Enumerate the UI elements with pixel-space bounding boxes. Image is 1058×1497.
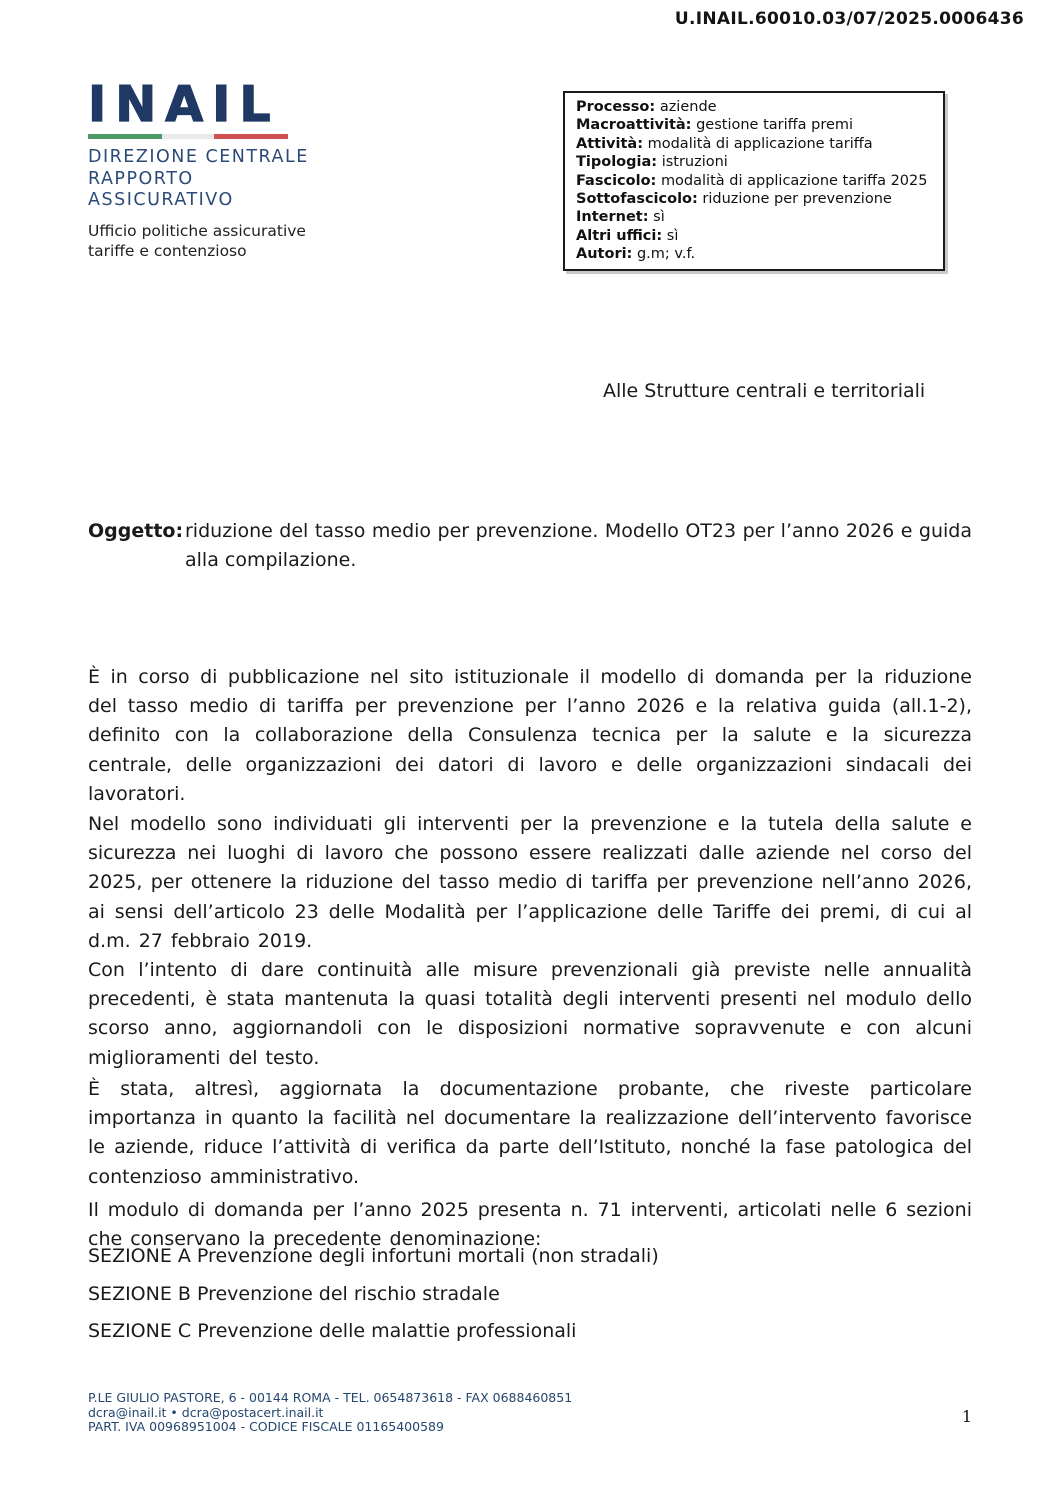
- subject-text: riduzione del tasso medio per prevenzione. Modello OT23 per l’anno 2026 e guida alla compilazione.: [185, 520, 972, 571]
- metadata-value: modalità di applicazione tariffa 2025: [660, 172, 928, 189]
- division-line: RAPPORTO: [88, 168, 194, 189]
- metadata-value: sì: [653, 209, 665, 226]
- metadata-row: [576, 208, 932, 226]
- metadata-label: Autori:: [576, 246, 633, 263]
- metadata-box: [563, 91, 945, 271]
- metadata-value: gestione tariffa premi: [696, 117, 854, 134]
- metadata-value: riduzione per prevenzione: [702, 191, 892, 208]
- division-line: ASSICURATIVO: [88, 190, 234, 210]
- metadata-label: Sottofascicolo:: [576, 191, 698, 208]
- flag-white-segment: [162, 134, 214, 139]
- inail-wordmark: INAIL: [88, 76, 280, 133]
- metadata-label: Attività:: [576, 135, 643, 152]
- metadata-value: sì: [666, 227, 679, 244]
- footer-vat: PART. IVA 00968951004 - CODICE FISCALE 01165400589: [88, 1419, 444, 1435]
- metadata-row: [576, 172, 932, 190]
- footer-email: dcra@inail.it • dcra@postacert.inail.it: [88, 1404, 324, 1420]
- office-line: Ufficio politiche assicurative: [88, 221, 306, 240]
- metadata-label: Altri uffici:: [576, 227, 663, 244]
- metadata-value: modalità di applicazione tariffa: [647, 135, 873, 152]
- office-line: tariffe e contenzioso: [88, 241, 247, 260]
- section-item: SEZIONE B Prevenzione del rischio stradale: [88, 1283, 500, 1305]
- metadata-label: Internet:: [576, 209, 649, 226]
- section-item: SEZIONE A Prevenzione degli infortuni mortali (non stradali): [88, 1245, 659, 1267]
- body-paragraph: Con l’intento di dare continuità alle misure prevenzionali già previste nelle annualità precedenti, è stata mantenuta la quasi totalità degli interventi presenti nel modulo dello scorso anno, aggiornandoli con le disposizioni normative sopravvenute e con alcuni miglioramenti del testo.: [88, 959, 972, 1069]
- metadata-label: Macroattività:: [576, 117, 692, 134]
- recipient-line: Alle Strutture centrali e territoriali: [603, 380, 926, 402]
- metadata-row: [576, 116, 932, 134]
- protocol-number: U.INAIL.60010.03/07/2025.0006436: [674, 9, 1024, 29]
- flag-red-segment: [214, 134, 288, 139]
- metadata-label: Processo:: [576, 99, 656, 115]
- metadata-value: istruzioni: [661, 154, 728, 171]
- subject-label: Oggetto:: [88, 520, 184, 542]
- italian-flag-stripe-icon: [88, 134, 288, 139]
- inail-logo: [88, 76, 388, 261]
- body-paragraph: Nel modello sono individuati gli interventi per la prevenzione e la tutela della salute e sicurezza nei luoghi di lavoro che possono essere realizzati dalle aziende nel corso del 2025, per ottenere la riduzione del tasso medio di tariffa per prevenzione nell’anno 2026, ai sensi dell’articolo 23 delle Modalità per l’applicazione delle Tariffe dei premi, di cui al d.m. 27 febbraio 2019.: [88, 813, 972, 952]
- division-name: [88, 147, 388, 212]
- metadata-value: g.m; v.f.: [636, 246, 696, 263]
- subject-block: [88, 517, 972, 575]
- body-paragraph: È in corso di pubblicazione nel sito istituzionale il modello di domanda per la riduzione del tasso medio di tariffa per prevenzione per l’anno 2026 e la relativa guida (all.1-2), definito con la collaborazione della Consulenza tecnica per la salute e la sicurezza centrale, delle organizzazioni dei datori di lavoro e delle organizzazioni sindacali dei lavoratori.: [88, 666, 972, 805]
- metadata-row: [576, 245, 932, 263]
- metadata-row: [576, 227, 932, 245]
- metadata-label: Tipologia:: [576, 154, 658, 171]
- metadata-label: Fascicolo:: [576, 172, 657, 189]
- metadata-row: [576, 153, 932, 171]
- section-item: SEZIONE C Prevenzione delle malattie professionali: [88, 1320, 577, 1342]
- metadata-value: aziende: [659, 99, 717, 115]
- office-name: [88, 221, 388, 261]
- metadata-row: [576, 98, 932, 116]
- division-line: DIREZIONE CENTRALE: [88, 147, 309, 167]
- body-paragraph: Il modulo di domanda per l’anno 2025 presenta n. 71 interventi, articolati nelle 6 sezioni che conservano la precedente denominazione:: [88, 1199, 972, 1251]
- metadata-row: [576, 135, 932, 153]
- page-number: 1: [961, 1407, 972, 1426]
- footer-block: [88, 1391, 572, 1435]
- flag-green-segment: [88, 134, 162, 139]
- body-paragraph: È stata, altresì, aggiornata la documentazione probante, che riveste particolare importanza in quanto la facilità nel documentare la realizzazione dell’intervento favorisce le aziende, riduce l’attività di verifica da parte dell’Istituto, nonché la fase patologica del contenzioso amministrativo.: [88, 1078, 972, 1188]
- metadata-row: [576, 190, 932, 208]
- footer-address: P.LE GIULIO PASTORE, 6 - 00144 ROMA - TEL. 0654873618 - FAX 0688460851: [88, 1390, 573, 1405]
